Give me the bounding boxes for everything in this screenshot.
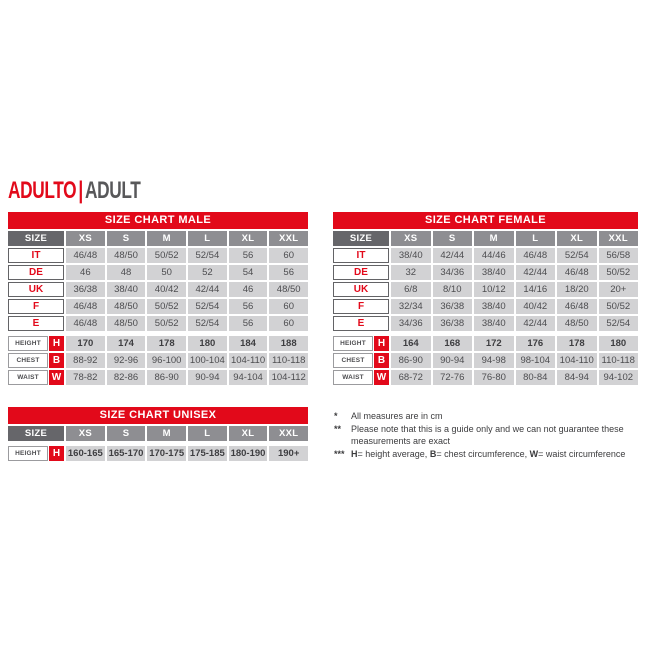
- size-value-cell: 48/50: [107, 299, 146, 314]
- size-value-cell: 50/52: [599, 265, 639, 280]
- page-title-secondary: ADULT: [85, 177, 141, 204]
- size-value-cell: 14/16: [516, 282, 556, 297]
- column-header-cell: L: [516, 231, 556, 246]
- size-value-cell: 36/38: [433, 299, 473, 314]
- column-header-cell: M: [147, 426, 186, 441]
- table-title: SIZE CHART MALE: [8, 212, 308, 229]
- size-value-cell: 50/52: [147, 299, 186, 314]
- size-value-cell: 42/44: [516, 316, 556, 331]
- measure-row: [333, 336, 638, 351]
- size-value-cell: 46/48: [66, 299, 105, 314]
- measure-name: CHEST: [333, 353, 373, 368]
- footnote-text: [351, 448, 644, 460]
- measure-value-cell: 180: [188, 336, 227, 351]
- measure-name: HEIGHT: [333, 336, 373, 351]
- footnote-segment: B: [429, 449, 437, 460]
- size-value-cell: 42/44: [433, 248, 473, 263]
- column-header-cell: XS: [66, 231, 105, 246]
- size-row: [333, 282, 638, 297]
- size-value-cell: 60: [269, 299, 308, 314]
- size-value-cell: 48/50: [107, 316, 146, 331]
- size-row: [8, 282, 308, 297]
- column-header-cell: XXL: [599, 231, 639, 246]
- measure-value-cell: 76-80: [474, 370, 514, 385]
- measure-name: CHEST: [8, 353, 48, 368]
- size-value-cell: 42/44: [188, 282, 227, 297]
- size-row: [333, 316, 638, 331]
- size-header-cell: SIZE: [8, 231, 64, 246]
- measure-value-cell: 86-90: [391, 353, 431, 368]
- measure-label: [333, 353, 389, 368]
- measure-value-cell: 90-94: [188, 370, 227, 385]
- size-value-cell: 46/48: [516, 248, 556, 263]
- measure-letter-badge: H: [49, 446, 64, 461]
- footnote-marker: **: [334, 424, 342, 435]
- measure-value-cell: 96-100: [147, 353, 186, 368]
- measure-name: WAIST: [8, 370, 48, 385]
- size-row: [333, 248, 638, 263]
- column-header-cell: S: [107, 231, 146, 246]
- measure-value-cell: 94-98: [474, 353, 514, 368]
- region-label: F: [333, 299, 389, 314]
- measure-value-cell: 110-118: [599, 353, 639, 368]
- measure-value-cell: 94-102: [599, 370, 639, 385]
- size-value-cell: 50/52: [599, 299, 639, 314]
- measure-value-cell: 175-185: [189, 448, 225, 459]
- column-header-cell: XL: [229, 426, 268, 441]
- size-value-cell: 34/36: [433, 265, 473, 280]
- measure-value-cell: 98-104: [516, 353, 556, 368]
- measure-row: [8, 370, 308, 385]
- size-value-cell: 48/50: [107, 248, 146, 263]
- table-rows: [8, 231, 308, 331]
- measure-row: [8, 353, 308, 368]
- size-value-cell: 36/38: [66, 282, 105, 297]
- region-label: F: [8, 299, 64, 314]
- size-value-cell: 38/40: [391, 248, 431, 263]
- size-value-cell: 38/40: [474, 265, 514, 280]
- column-header-row: [8, 426, 308, 441]
- measure-value-cell: 176: [516, 336, 556, 351]
- size-value-cell: 60: [269, 248, 308, 263]
- size-value-cell: 54: [229, 265, 268, 280]
- column-header-cell: XS: [66, 426, 105, 441]
- measure-value-cell: 178: [557, 336, 597, 351]
- measure-value-cell: 180: [599, 336, 639, 351]
- size-value-cell: 18/20: [557, 282, 597, 297]
- region-label: UK: [8, 282, 64, 297]
- measure-value-cell: 72-76: [433, 370, 473, 385]
- page-title: [8, 177, 141, 205]
- measure-value-cell: 104-112: [269, 370, 308, 385]
- footnote-segment: W: [529, 449, 539, 460]
- size-value-cell: 38/40: [474, 316, 514, 331]
- column-header-cell: M: [147, 231, 186, 246]
- measure-row: [8, 446, 308, 461]
- measure-value-cell: 174: [107, 336, 146, 351]
- footnote-marker: ***: [334, 449, 345, 460]
- column-header-row: [8, 231, 308, 246]
- size-value-cell: 48: [107, 265, 146, 280]
- measure-value-cell: 160-165: [67, 448, 103, 459]
- size-value-cell: 50/52: [147, 316, 186, 331]
- size-value-cell: 56: [229, 316, 268, 331]
- measure-value-cell: 84-94: [557, 370, 597, 385]
- footnote: [334, 448, 644, 460]
- size-value-cell: 50/52: [147, 248, 186, 263]
- measure-value-cell: 168: [433, 336, 473, 351]
- size-value-cell: 48/50: [557, 316, 597, 331]
- size-value-cell: 56: [269, 265, 308, 280]
- measure-value-cell: 86-90: [147, 370, 186, 385]
- size-chart-male-table: [8, 212, 308, 385]
- region-label: IT: [333, 248, 389, 263]
- table-title: SIZE CHART FEMALE: [333, 212, 638, 229]
- footnote-text: [351, 410, 644, 422]
- size-value-cell: 34/36: [391, 316, 431, 331]
- measure-value-cell: 188: [269, 336, 308, 351]
- measure-value-cell: 170-175: [149, 448, 185, 459]
- footnote-segment: = waist circumference: [538, 449, 626, 460]
- measure-value-cell: 170: [66, 336, 105, 351]
- region-label: E: [8, 316, 64, 331]
- region-label: DE: [333, 265, 389, 280]
- footnote-marker: *: [334, 411, 338, 421]
- size-value-cell: 8/10: [433, 282, 473, 297]
- size-value-cell: 52/54: [557, 248, 597, 263]
- table-rows: [333, 231, 638, 331]
- column-header-cell: S: [107, 426, 146, 441]
- size-value-cell: 20+: [599, 282, 639, 297]
- footnote-text: [351, 423, 644, 447]
- column-header-row: [333, 231, 638, 246]
- size-value-cell: 52/54: [188, 316, 227, 331]
- size-row: [333, 265, 638, 280]
- measure-letter-badge: B: [374, 353, 389, 368]
- size-value-cell: 6/8: [391, 282, 431, 297]
- measure-row: [8, 336, 308, 351]
- measure-value-cell: 82-86: [107, 370, 146, 385]
- measure-label: [8, 370, 64, 385]
- measure-label: [8, 336, 64, 351]
- size-value-cell: 38/40: [107, 282, 146, 297]
- measure-name: HEIGHT: [8, 446, 48, 461]
- size-row: [8, 316, 308, 331]
- size-row: [8, 265, 308, 280]
- measure-row: [333, 353, 638, 368]
- measure-value-cell: 165-170: [108, 448, 144, 459]
- size-chart-female-table: [333, 212, 638, 385]
- measure-letter-badge: W: [374, 370, 389, 385]
- measure-value-cell: 90-94: [433, 353, 473, 368]
- column-header-cell: XL: [557, 231, 597, 246]
- size-value-cell: 40/42: [516, 299, 556, 314]
- measure-label: [8, 353, 64, 368]
- region-label: DE: [8, 265, 64, 280]
- footnote-segment: All measures are in cm: [351, 411, 443, 421]
- measure-value-cell: 68-72: [391, 370, 431, 385]
- size-value-cell: 56/58: [599, 248, 639, 263]
- measure-letter-badge: H: [374, 336, 389, 351]
- page-title-separator: |: [78, 177, 83, 204]
- measure-name: WAIST: [333, 370, 373, 385]
- size-chart-unisex-table: [8, 407, 308, 461]
- measure-value-cell: 92-96: [107, 353, 146, 368]
- size-value-cell: 42/44: [516, 265, 556, 280]
- measure-value-cell: 178: [147, 336, 186, 351]
- size-value-cell: 40/42: [147, 282, 186, 297]
- size-row: [333, 299, 638, 314]
- size-value-cell: 56: [229, 248, 268, 263]
- measure-value-cell: 110-118: [269, 353, 308, 368]
- footnote: [334, 423, 644, 447]
- size-value-cell: 46: [229, 282, 268, 297]
- footnote: [334, 410, 644, 422]
- measure-value-cell: 104-110: [557, 353, 597, 368]
- size-header-cell: SIZE: [333, 231, 389, 246]
- column-header-cell: XXL: [269, 426, 308, 441]
- size-value-cell: 46/48: [557, 299, 597, 314]
- measure-label: [333, 336, 389, 351]
- measure-value-cell: 180-190: [230, 448, 266, 459]
- table-rows: [8, 426, 308, 441]
- measure-rows: [8, 446, 308, 461]
- measure-letter-badge: W: [49, 370, 64, 385]
- size-value-cell: 44/46: [474, 248, 514, 263]
- size-value-cell: 52/54: [599, 316, 639, 331]
- column-header-cell: L: [188, 426, 227, 441]
- region-label: IT: [8, 248, 64, 263]
- size-value-cell: 32: [391, 265, 431, 280]
- measure-label: [333, 370, 389, 385]
- measure-value-cell: 164: [391, 336, 431, 351]
- region-label: E: [333, 316, 389, 331]
- measure-rows: [333, 336, 638, 385]
- size-value-cell: 52: [188, 265, 227, 280]
- page-title-primary: ADULTO: [8, 177, 77, 204]
- footnote-segment: Please note that this is a guide only and we can not guarantee these measurements are exact: [351, 424, 624, 447]
- size-value-cell: 52/54: [188, 299, 227, 314]
- size-value-cell: 46/48: [66, 316, 105, 331]
- footnotes: [334, 410, 644, 462]
- measure-value-cell: 88-92: [66, 353, 105, 368]
- table-title: SIZE CHART UNISEX: [8, 407, 308, 424]
- size-value-cell: 36/38: [433, 316, 473, 331]
- size-value-cell: 32/34: [391, 299, 431, 314]
- size-value-cell: 38/40: [474, 299, 514, 314]
- size-value-cell: 52/54: [188, 248, 227, 263]
- measure-label: [8, 446, 64, 461]
- measure-letter-badge: H: [49, 336, 64, 351]
- measure-value-cell: 184: [229, 336, 268, 351]
- column-header-cell: S: [433, 231, 473, 246]
- measure-value-cell: 100-104: [189, 355, 225, 366]
- size-value-cell: 10/12: [474, 282, 514, 297]
- column-header-cell: XS: [391, 231, 431, 246]
- column-header-cell: M: [474, 231, 514, 246]
- size-row: [8, 248, 308, 263]
- measure-letter-badge: B: [49, 353, 64, 368]
- size-value-cell: 48/50: [269, 282, 308, 297]
- column-header-cell: XL: [229, 231, 268, 246]
- measure-rows: [8, 336, 308, 385]
- measure-value-cell: 104-110: [229, 353, 268, 368]
- size-value-cell: 46/48: [557, 265, 597, 280]
- measure-name: HEIGHT: [8, 336, 48, 351]
- measure-row: [333, 370, 638, 385]
- measure-value-cell: 80-84: [516, 370, 556, 385]
- column-header-cell: L: [188, 231, 227, 246]
- footnote-segment: = height average,: [357, 449, 430, 460]
- footnote-segment: = chest circumference,: [436, 449, 530, 460]
- size-value-cell: 46: [66, 265, 105, 280]
- column-header-cell: XXL: [269, 231, 308, 246]
- size-row: [8, 299, 308, 314]
- size-value-cell: 46/48: [66, 248, 105, 263]
- size-value-cell: 56: [229, 299, 268, 314]
- region-label: UK: [333, 282, 389, 297]
- size-value-cell: 60: [269, 316, 308, 331]
- measure-value-cell: 190+: [269, 446, 308, 461]
- size-value-cell: 50: [147, 265, 186, 280]
- measure-value-cell: 94-104: [229, 370, 268, 385]
- footnote-segment: H: [351, 449, 358, 460]
- measure-value-cell: 172: [474, 336, 514, 351]
- measure-value-cell: 78-82: [66, 370, 105, 385]
- size-header-cell: SIZE: [8, 426, 64, 441]
